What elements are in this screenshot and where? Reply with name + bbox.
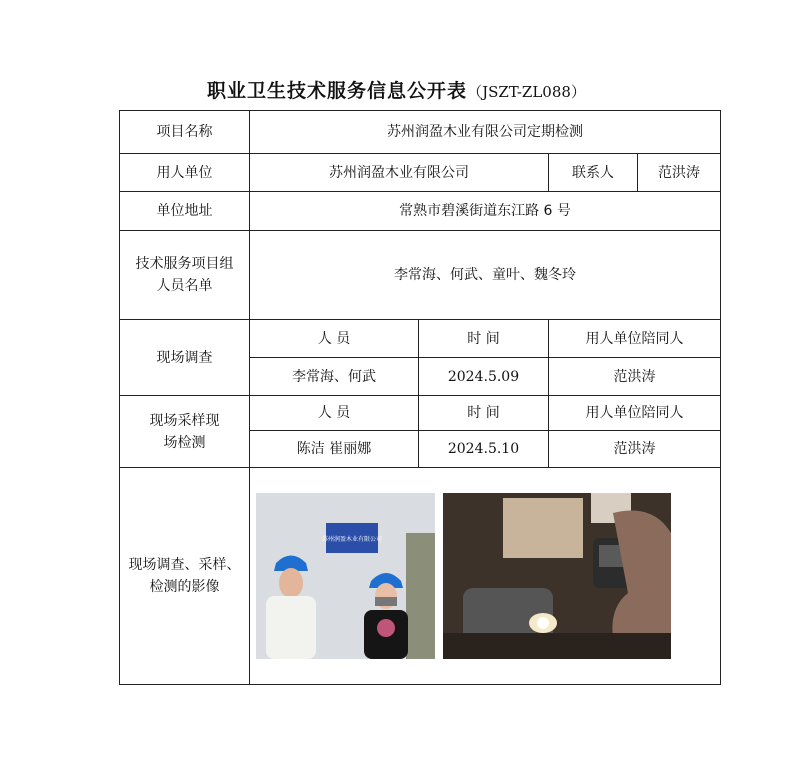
sampling-label: 现场采样现场检测	[120, 396, 250, 468]
survey-photo-image	[256, 493, 435, 659]
images-cell	[250, 468, 721, 685]
title-text: 职业卫生技术服务信息公开表	[207, 80, 468, 102]
survey-time: 2024.5.09	[419, 358, 549, 396]
sampling-time: 2024.5.10	[419, 431, 549, 468]
survey-photo	[256, 493, 435, 659]
address-label: 单位地址	[120, 192, 250, 231]
sampling-accompany: 范洪涛	[549, 431, 721, 468]
sampling-header-accompany: 用人单位陪同人	[549, 396, 721, 431]
photo-row	[250, 493, 720, 659]
employer-label: 用人单位	[120, 154, 250, 192]
team-value: 李常海、何武、童叶、魏冬玲	[250, 231, 721, 320]
project-label: 项目名称	[120, 111, 250, 154]
sampling-photo	[443, 493, 671, 659]
survey-header-person: 人 员	[250, 320, 419, 358]
project-value: 苏州润盈木业有限公司定期检测	[250, 111, 721, 154]
address-value: 常熟市碧溪街道东江路 6 号	[250, 192, 721, 231]
sampling-header-time: 时 间	[419, 396, 549, 431]
page-title	[0, 76, 793, 103]
images-label: 现场调查、采样、检测的影像	[120, 468, 250, 685]
team-label: 技术服务项目组人员名单	[120, 231, 250, 320]
info-table	[119, 110, 721, 685]
sampling-person: 陈洁 崔丽娜	[250, 431, 419, 468]
survey-accompany: 范洪涛	[549, 358, 721, 396]
employer-value: 苏州润盈木业有限公司	[250, 154, 549, 192]
survey-person: 李常海、何武	[250, 358, 419, 396]
contact-label: 联系人	[549, 154, 638, 192]
svg-text:苏州润盈木业有限公司: 苏州润盈木业有限公司	[321, 536, 383, 543]
survey-header-time: 时 间	[419, 320, 549, 358]
sampling-header-person: 人 员	[250, 396, 419, 431]
doc-code: （JSZT-ZL088）	[467, 83, 586, 101]
survey-label: 现场调查	[120, 320, 250, 396]
sampling-photo-image	[443, 493, 671, 659]
survey-header-accompany: 用人单位陪同人	[549, 320, 721, 358]
contact-value: 范洪涛	[638, 154, 721, 192]
